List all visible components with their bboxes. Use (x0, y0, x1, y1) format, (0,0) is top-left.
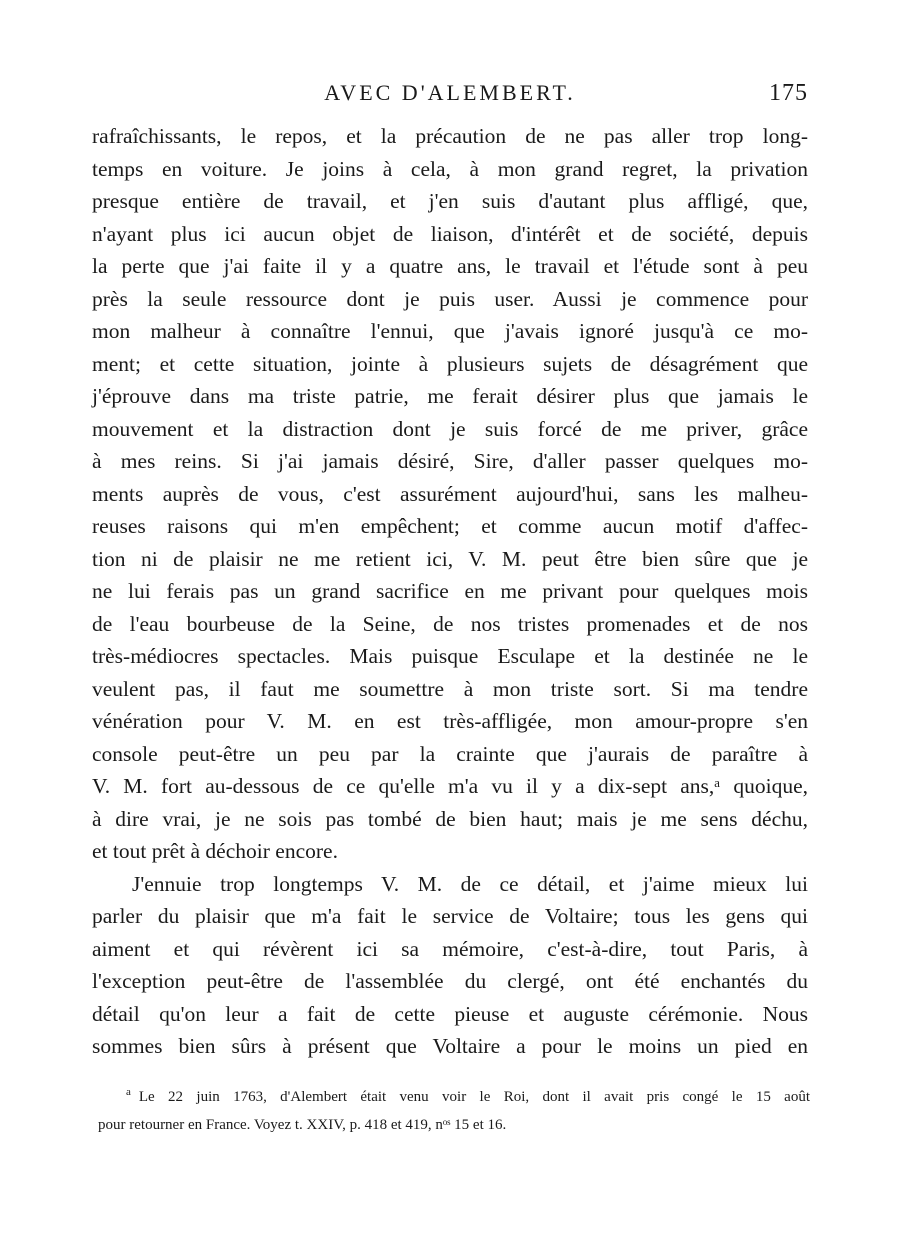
text-line: ment; et cette situation, jointe à plusieurs sujets de désagrément que (92, 351, 808, 376)
body-text (92, 120, 808, 1063)
text-line: presque entière de travail, et j'en suis d'autant plus affligé, que, (92, 189, 808, 213)
text-line: rafraîchissants, le repos, et la précaution de ne pas aller trop long- (92, 124, 808, 148)
text-line: console peut-être un peu par la crainte que j'aurais de paraître à (92, 741, 808, 766)
text-line: V. M. fort au-dessous de ce qu'elle m'a vu il y a dix-sept ans,ᵃ quoique, (92, 774, 808, 798)
text-line: reuses raisons qui m'en empêchent; et comme aucun motif d'affec- (92, 514, 808, 538)
text-line: mouvement et la distraction dont je suis forcé de me priver, grâce (92, 416, 808, 441)
text-line: près la seule ressource dont je puis user. Aussi je commence pour (92, 286, 808, 311)
text-line: la perte que j'ai faite il y a quatre ans, le travail et l'étude sont à peu (92, 254, 808, 278)
text-line: j'éprouve dans ma triste patrie, me ferait désirer plus que jamais le (92, 384, 808, 408)
text-line: parler du plaisir que m'a fait le service de Voltaire; tous les gens qui (92, 904, 808, 928)
page-number: 175 (769, 80, 808, 106)
text-line: l'exception peut-être de l'assemblée du clergé, ont été enchantés du (92, 969, 808, 993)
footnote-line: pour retourner en France. Voyez t. XXIV, p. 418 et 419, nᵒˢ 15 et 16. (98, 1117, 507, 1133)
text-line: à dire vrai, je ne sois pas tombé de bien haut; mais je me sens déchu, (92, 806, 808, 831)
text-line: ments auprès de vous, c'est assurément aujourd'hui, sans les malheu- (92, 481, 808, 506)
text-line: ne lui ferais pas un grand sacrifice en me privant pour quelques mois (92, 579, 808, 603)
footnote-line (98, 1078, 810, 1111)
text-line: et tout prêt à déchoir encore. (92, 839, 338, 863)
text-line: aiment et qui révèrent ici sa mémoire, c'est-à-dire, tout Paris, à (92, 936, 808, 961)
text-line: veulent pas, il faut me soumettre à mon triste sort. Si ma tendre (92, 676, 808, 701)
running-head (92, 78, 808, 112)
text-line: mon malheur à connaître l'ennui, que j'avais ignoré jusqu'à ce mo- (92, 319, 808, 343)
text-line: de l'eau bourbeuse de la Seine, de nos tristes promenades et de nos (92, 611, 808, 636)
footnotes (98, 1078, 810, 1139)
text-line: vénération pour V. M. en est très-affligée, mon amour-propre s'en (92, 709, 808, 733)
footnote-text: Le 22 juin 1763, d'Alembert était venu voir le Roi, dont il avait pris congé le 15 août (138, 1089, 810, 1105)
text-line: sommes bien sûrs à présent que Voltaire a pour le moins un pied en (92, 1034, 808, 1058)
running-title: AVEC D'ALEMBERT. (324, 80, 576, 105)
text-line: temps en voiture. Je joins à cela, à mon grand regret, la privation (92, 156, 808, 181)
text-line: tion ni de plaisir ne me retient ici, V. M. peut être bien sûre que je (92, 546, 808, 571)
text-line: J'ennuie trop longtemps V. M. de ce détail, et j'aime mieux lui (132, 871, 808, 896)
text-line: à mes reins. Si j'ai jamais désiré, Sire, d'aller passer quelques mo- (92, 449, 808, 473)
text-line: détail qu'on leur a fait de cette pieuse et auguste cérémonie. Nous (92, 1001, 808, 1026)
text-line: n'ayant plus ici aucun objet de liaison, d'intérêt et de société, depuis (92, 221, 808, 246)
footnote-marker: a (126, 1086, 131, 1098)
text-line: très-médiocres spectacles. Mais puisque Esculape et la destinée ne le (92, 644, 808, 668)
